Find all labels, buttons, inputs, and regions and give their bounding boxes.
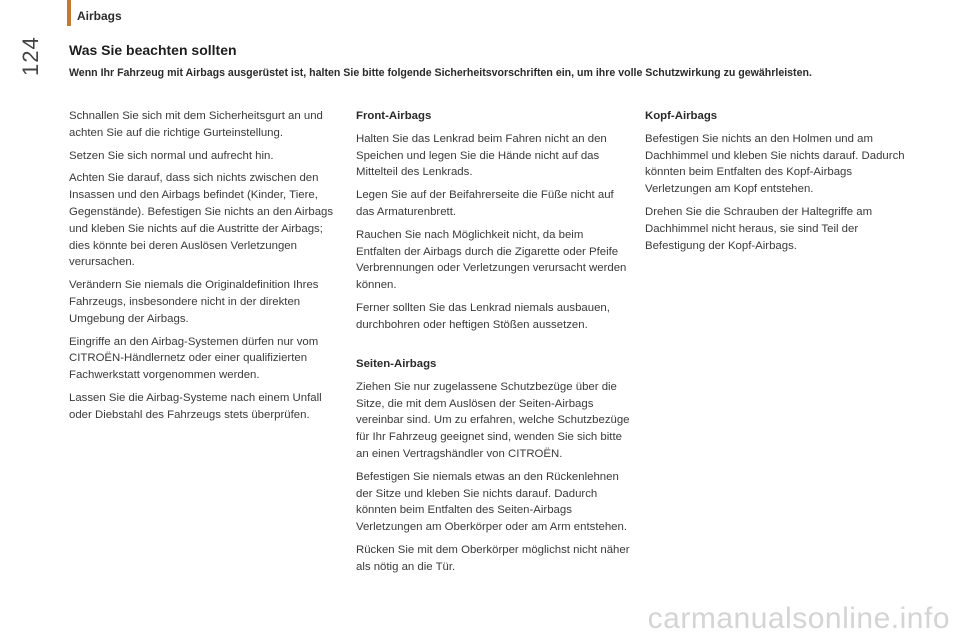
head-airbags-paragraph: Drehen Sie die Schrauben der Haltegriffe am Dachhimmel nicht heraus, sie sind Teil der Befestigung der Kopf-Airbags.: [645, 205, 873, 252]
front-airbags-section: [356, 108, 631, 340]
side-airbags-paragraph: Rücken Sie mit dem Oberkörper möglichst nicht näher als nötig an die Tür.: [356, 543, 630, 573]
general-paragraph: Setzen Sie sich normal und aufrecht hin.: [69, 149, 274, 162]
watermark-text: carmanualsonline.info: [647, 602, 950, 635]
side-airbags-section: [356, 356, 631, 582]
side-airbags-heading: Seiten-Airbags: [356, 358, 437, 370]
page-number: 124: [18, 36, 43, 76]
front-airbags-heading: Front-Airbags: [356, 110, 432, 122]
general-paragraph: Eingriffe an den Airbag-Systemen dürfen nur vom CITROËN-Händlernetz oder einer qualifizierten Fachwerkstatt vorgenommen werden.: [69, 335, 319, 382]
general-paragraph: Schnallen Sie sich mit dem Sicherheitsgurt an und achten Sie auf die richtige Gurteinstellung.: [69, 110, 323, 139]
page-title: Was Sie beachten sollten: [69, 42, 237, 58]
general-column: [69, 108, 341, 430]
section-label: Airbags: [77, 9, 122, 23]
head-airbags-section: [645, 108, 917, 260]
general-paragraph: Verändern Sie niemals die Originaldefinition Ihres Fahrzeugs, insbesondere nicht in der direkten Umgebung der Airbags.: [69, 279, 319, 325]
section-accent-bar: [67, 0, 71, 26]
front-airbags-paragraph: Rauchen Sie nach Möglichkeit nicht, da beim Entfalten der Airbags durch die Zigarette oder Pfeife Verbrennungen oder Verletzungen verursacht werden können.: [356, 228, 627, 292]
general-paragraph: Achten Sie darauf, dass sich nichts zwischen den Insassen und den Airbags befindet (Kinder, Tiere, Gegenstände). Befestigen Sie nichts an den Airbags und kleben Sie nichts auf die Austritte der Airbags; dies könnte bei deren Auslösen Verletzungen verursachen.: [69, 172, 334, 269]
general-paragraph: Lassen Sie die Airbag-Systeme nach einem Unfall oder Diebstahl des Fahrzeugs stets überprüfen.: [69, 391, 322, 421]
side-airbags-paragraph: Ziehen Sie nur zugelassene Schutzbezüge über die Sitze, die mit dem Auslösen der Seiten-Airbags vereinbar sind. Um zu erfahren, welche Schutzbezüge für Ihr Fahrzeug geeignet sind, wenden Sie sich bitte an einen Vertragshändler von CITROËN.: [356, 380, 630, 460]
head-airbags-paragraph: Befestigen Sie nichts an den Holmen und am Dachhimmel und kleben Sie nichts darauf. Dadurch könnten beim Entfalten des Kopf-Airbags Verletzungen am Kopf entstehen.: [645, 132, 905, 196]
intro-text: Wenn Ihr Fahrzeug mit Airbags ausgerüstet ist, halten Sie bitte folgende Sicherheitsvorschriften ein, um ihre volle Schutzwirkung zu gewährleisten.: [69, 67, 812, 79]
side-airbags-paragraph: Befestigen Sie niemals etwas an den Rückenlehnen der Sitze und kleben Sie nichts darauf. Dadurch könnten beim Entfalten des Seiten-Airbags Verletzungen am Oberkörper oder am Arm entstehen.: [356, 470, 627, 534]
front-airbags-paragraph: Halten Sie das Lenkrad beim Fahren nicht an den Speichen und legen Sie die Hände nicht auf das Mittelteil des Lenkrads.: [356, 132, 607, 179]
front-airbags-paragraph: Legen Sie auf der Beifahrerseite die Füße nicht auf das Armaturenbrett.: [356, 189, 614, 218]
head-airbags-heading: Kopf-Airbags: [645, 110, 718, 122]
front-airbags-paragraph: Ferner sollten Sie das Lenkrad niemals ausbauen, durchbohren oder heftigen Stößen aussetzen.: [356, 301, 610, 331]
